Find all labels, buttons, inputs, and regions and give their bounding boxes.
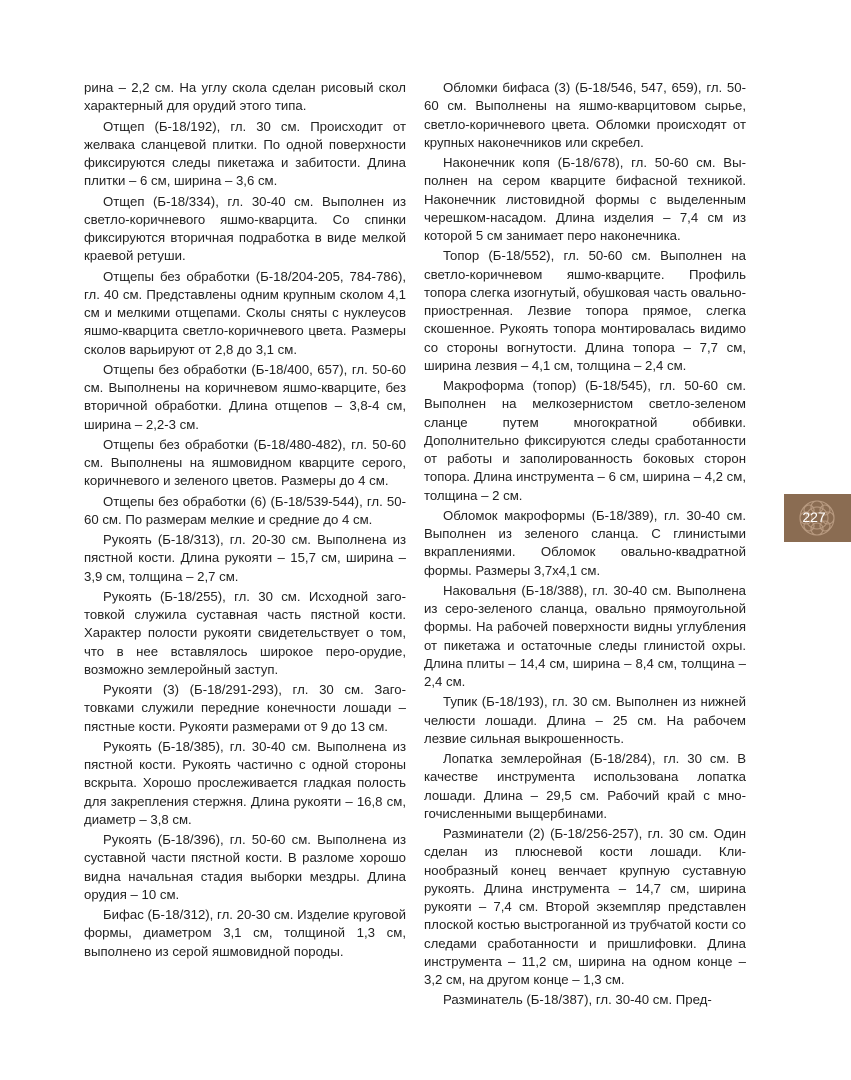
paragraph: Тупик (Б-18/193), гл. 30 см. Выполнен из нижней челюсти лошади. Длина – 25 см. На рабочем лезвие сильная выкрошенность. [424,694,746,746]
paragraph: Рукоять (Б-18/385), гл. 30-40 см. Выполнена из пястной кости. Рукоять частично с одной стороны вскрыта. Хорошо прослеживается гладкая полость для закрепления стержня. Длина рукояти – 16,8 см, диаметр – 3,8 см. [84,738,406,827]
paragraph: Наконечник копя (Б-18/678), гл. 50-60 см. Выполнен на сером кварците бифасной техникой. Наконечник листовидной формы с выделенным черешком-насадом. Длина изделия – 7,4 см из которой 5 см занимает перо наконечника. [424,155,746,243]
left-text-column [84,79,406,961]
paragraph: Отщеп (Б-18/334), гл. 30-40 см. Выполнен из светло-коричневого яшмо-кварцита. Со спинки фиксируются вторичная подработка в виде мелкой краевой ретуши. [84,193,406,264]
paragraph: Отщепы без обработки (Б-18/204-205, 784-786), гл. 40 см. Представлены одним крупным сколом 4,1 см и мелкими отщепами. Сколы сняты с нуклеусов яшмо-кварцита светло-коричневого цвета. Размеры сколов варьируют от 2,8 до 3,1 см. [84,268,406,357]
paragraph: Топор (Б-18/552), гл. 50-60 см. Выполнен на светло-коричневом яшмо-кварците. Профиль топора слегка изогнутый, обушковая часть овально-приостренная. Лезвие топора прямое, слегка скошенное. Рукоять топора монтировалась видимо со стороны вогнутости. Длина топора – 7,7 см, ширина лезвия – 4,1 см, толщина – 2,4 см. [424,248,746,373]
paragraph: Разминатели (2) (Б-18/256-257), гл. 30 см. Один сделан из плюсневой кости лошади. Клинообразный конец венчает крупную суставную рукоять. Длина инструмента – 14,7 см, ширина рукояти – 7,4 см. Второй экземпляр представлен плоской костью выстроганной из трубчатой кости со следами сработанности и пришлифовки. Длина инструмента – 11,2 см, ширина на одном конце – 3,2 см, на другом конце – 1,3 см. [424,826,746,987]
paragraph: Обломки бифаса (3) (Б-18/546, 547, 659), гл. 50-60 см. Выполнены на яшмо-кварцитовом сырье, светло-коричневого цвета. Обломки происходят от крупных наконечников или скребел. [424,80,746,150]
paragraph: Отщепы без обработки (Б-18/480-482), гл. 50-60 см. Выполнены на яшмовидном кварците серого, коричневого и зеленого цветов. Размеры до 4 см. [84,436,406,489]
paragraph: Отщеп (Б-18/192), гл. 30 см. Происходит от желвака сланцевой плитки. По одной поверхности фиксируются следы пикетажа и забитости. Длина плитки – 6 см, ширина – 3,6 см. [84,118,406,189]
paragraph: Отщепы без обработки (Б-18/400, 657), гл. 50-60 см. Выполнены на коричневом яшмо-кварците, без вторичной обработки. Длина отщепов – 3,8-4 см, ширина – 2,2-3 см. [84,361,406,432]
page-number-tab [784,494,851,542]
paragraph: Рукояти (3) (Б-18/291-293), гл. 30 см. Заготовками служили передние конечности лошади – пястные кости. Рукояти размерами от 9 до 13 см. [84,682,406,734]
paragraph: Разминатель (Б-18/387), гл. 30-40 см. Пред- [443,992,712,1008]
page-number: 227 [802,509,826,525]
paragraph: Рукоять (Б-18/396), гл. 50-60 см. Выполнена из суставной части пястной кости. В разломе хорошо видна начальная стадия выборки мездры. Длина орудия – 10 см. [84,832,406,902]
paragraph: Лопатка землеройная (Б-18/284), гл. 30 см. В качестве инструмента использована лопатка лошади. Длина – 29,5 см. Рабочий край с многочисленными выщербинами. [424,751,746,821]
paragraph: Наковальня (Б-18/388), гл. 30-40 см. Выполнена из серо-зеленого сланца, овально прямоугольной формы. На рабочей поверхности видны углубления от пикетажа и остаточные следы глинистой охры. Длина плиты – 14,4 см, ширина – 8,4 см, толщина – 2,4 см. [424,582,746,689]
right-text-column [424,79,746,1010]
paragraph: Рукоять (Б-18/255), гл. 30 см. Исходной заготовкой служила суставная часть пястной кости. Характер полости рукояти свидетельствует о том, что в нее вставлялось широкое перо-орудие, возможно землеройный заступ. [84,588,406,677]
paragraph: Бифас (Б-18/312), гл. 20-30 см. Изделие круговой формы, диаметром 3,1 см, толщиной 1,3 см, выполнено из серой яшмовидной породы. [84,907,406,959]
paragraph: рина – 2,2 см. На углу скола сделан рисовый скол характерный для орудий этого типа. [84,80,406,114]
paragraph: Обломок макроформы (Б-18/389), гл. 30-40 см. Выполнен из зеленого сланца. С глинистыми вкраплениями. Обломок овально-квадратной формы. Размеры 3,7х4,1 см. [424,507,746,578]
paragraph: Рукоять (Б-18/313), гл. 20-30 см. Выполнена из пястной кости. Длина рукояти – 15,7 см, ширина – 3,9 см, толщина – 2,7 см. [84,532,406,584]
paragraph: Макроформа (топор) (Б-18/545), гл. 50-60 см. Выполнен на мелкозернистом светло-зеленом сланце путем многократной оббивки. Дополнительно фиксируются следы сработанности от работы и заполированность боковых сторон топора. Длина инструмента – 6 см, ширина – 4,2 см, толщина – 2 см. [424,378,746,503]
paragraph: Отщепы без обработки (6) (Б-18/539-544), гл. 50-60 см. По размерам мелкие и средние до 4 см. [84,493,406,527]
